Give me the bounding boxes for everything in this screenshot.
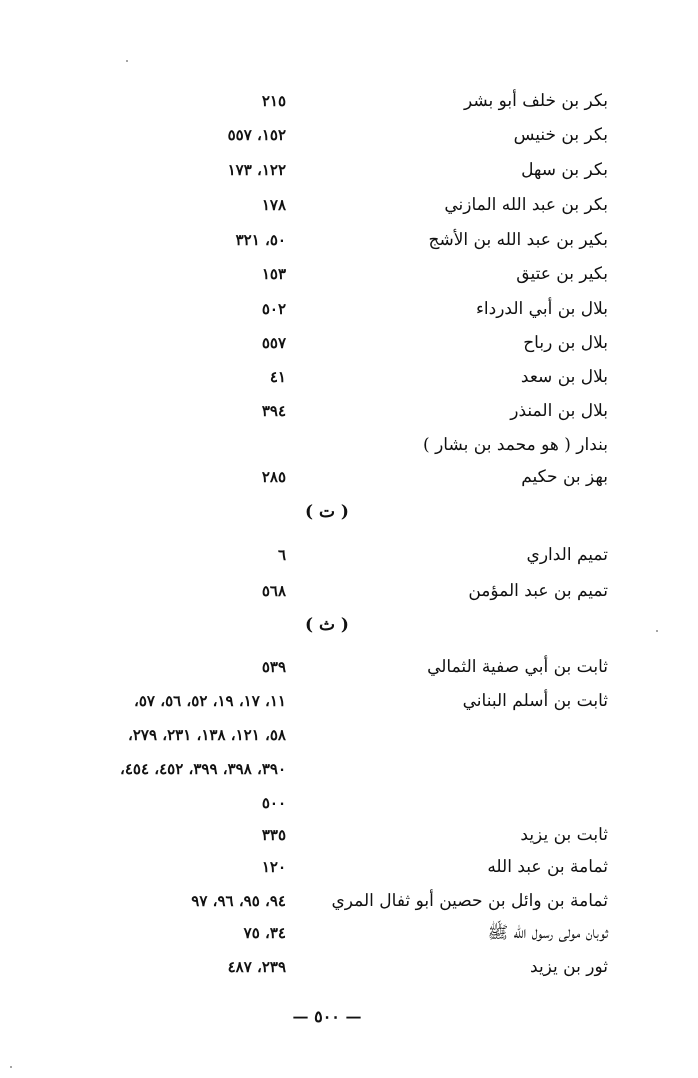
entry-pages: ٥٦٨ (261, 582, 286, 600)
index-entry (0, 155, 698, 185)
section-heading-label: ( ث ) (305, 615, 349, 635)
entry-pages: ٣٤، ٧٥ (243, 924, 286, 942)
entry-pages: ٢٣٩، ٤٨٧ (227, 958, 286, 976)
entry-name: تميم الداري (526, 545, 608, 565)
index-entry (0, 294, 698, 324)
entry-name: ثوبان مولى رسول الله ﷺ (487, 923, 608, 943)
entry-name: تميم بن عبد المؤمن (468, 581, 608, 601)
entry-name: ثمامة بن عبد الله (487, 857, 608, 877)
index-entry (0, 652, 698, 682)
entry-name: بكير بن عبد الله بن الأشج (428, 230, 608, 250)
entry-pages: ٦ (277, 546, 286, 564)
entry-name: بكر بن سهل (521, 160, 608, 180)
index-entry (0, 852, 698, 882)
index-entry (0, 120, 698, 150)
entry-name: بهز بن حكيم (521, 467, 608, 487)
entry-pages: ٥٠، ٣٢١ (235, 231, 286, 249)
entry-name: بلال بن أبي الدرداء (475, 299, 608, 319)
index-entry (0, 259, 698, 289)
section-heading-tha (0, 610, 698, 640)
index-entry (0, 886, 698, 916)
entry-name: بلال بن سعد (520, 367, 608, 387)
index-entry (0, 225, 698, 255)
page-number (0, 1002, 698, 1032)
entry-pages: ٤١ (269, 368, 286, 386)
entry-pages: ٥٨، ١٢١، ١٣٨، ٢٣١، ٢٧٩، (128, 726, 286, 744)
section-heading-ta (0, 497, 698, 527)
entry-pages: ٥٠٠ (261, 794, 286, 812)
index-entry (0, 362, 698, 392)
entry-name: بكير بن عتيق (516, 264, 608, 284)
scan-speck (126, 60, 128, 62)
entry-pages: ٢٨٥ (261, 468, 286, 486)
index-entry (0, 952, 698, 982)
index-entry (0, 576, 698, 606)
index-entry (0, 540, 698, 570)
entry-name: ثابت بن أبي صفية الثمالي (427, 657, 608, 677)
entry-name: بلال بن رباح (523, 333, 608, 353)
index-entry-continuation (0, 720, 698, 750)
index-entry (0, 396, 698, 426)
entry-name: ثابت بن أسلم البناني (462, 691, 608, 711)
entry-name: بكر بن عبد الله المازني (444, 195, 608, 215)
entry-pages: ٥٠٢ (261, 300, 286, 318)
index-entry (0, 820, 698, 850)
index-entry-continuation (0, 788, 698, 818)
entry-name: بكر بن خنيس (513, 125, 608, 145)
scan-speck (656, 630, 658, 632)
page-number-label: — ٥٠٠ — (292, 1007, 362, 1026)
index-entry (0, 462, 698, 492)
entry-pages: ١١، ١٧، ١٩، ٥٢، ٥٦، ٥٧، (134, 692, 286, 710)
entry-pages: ٢١٥ (261, 92, 286, 110)
entry-pages: ٣٣٥ (261, 826, 286, 844)
entry-name: ثور بن يزيد (530, 957, 608, 977)
entry-pages: ١٥٣ (261, 265, 286, 283)
entry-name: ثابت بن يزيد (520, 825, 608, 845)
index-entry (0, 328, 698, 358)
entry-pages: ١٧٨ (261, 196, 286, 214)
index-entry (0, 190, 698, 220)
entry-name: ثمامة بن وائل بن حصين أبو ثفال المري (331, 891, 608, 911)
entry-pages: ٩٤، ٩٥، ٩٦، ٩٧ (191, 892, 286, 910)
entry-name: بندار ( هو محمد بن بشار ) (423, 435, 608, 455)
index-entry (0, 430, 698, 460)
index-entry (0, 918, 698, 948)
entry-name: بلال بن المنذر (510, 401, 608, 421)
section-heading-label: ( ت ) (305, 502, 349, 522)
entry-pages: ١٢٢، ١٧٣ (227, 161, 286, 179)
index-entry (0, 686, 698, 716)
index-entry-continuation (0, 754, 698, 784)
entry-name: بكر بن خلف أبو بشر (463, 91, 608, 111)
entry-pages: ٣٩٠، ٣٩٨، ٣٩٩، ٤٥٢، ٤٥٤، (119, 760, 286, 778)
index-entry (0, 86, 698, 116)
entry-pages: ١٥٢، ٥٥٧ (227, 126, 286, 144)
entry-pages: ٥٥٧ (261, 334, 286, 352)
entry-pages: ١٢٠ (261, 858, 286, 876)
scan-speck (10, 1066, 12, 1068)
entry-pages: ٥٣٩ (261, 658, 286, 676)
entry-pages: ٣٩٤ (261, 402, 286, 420)
